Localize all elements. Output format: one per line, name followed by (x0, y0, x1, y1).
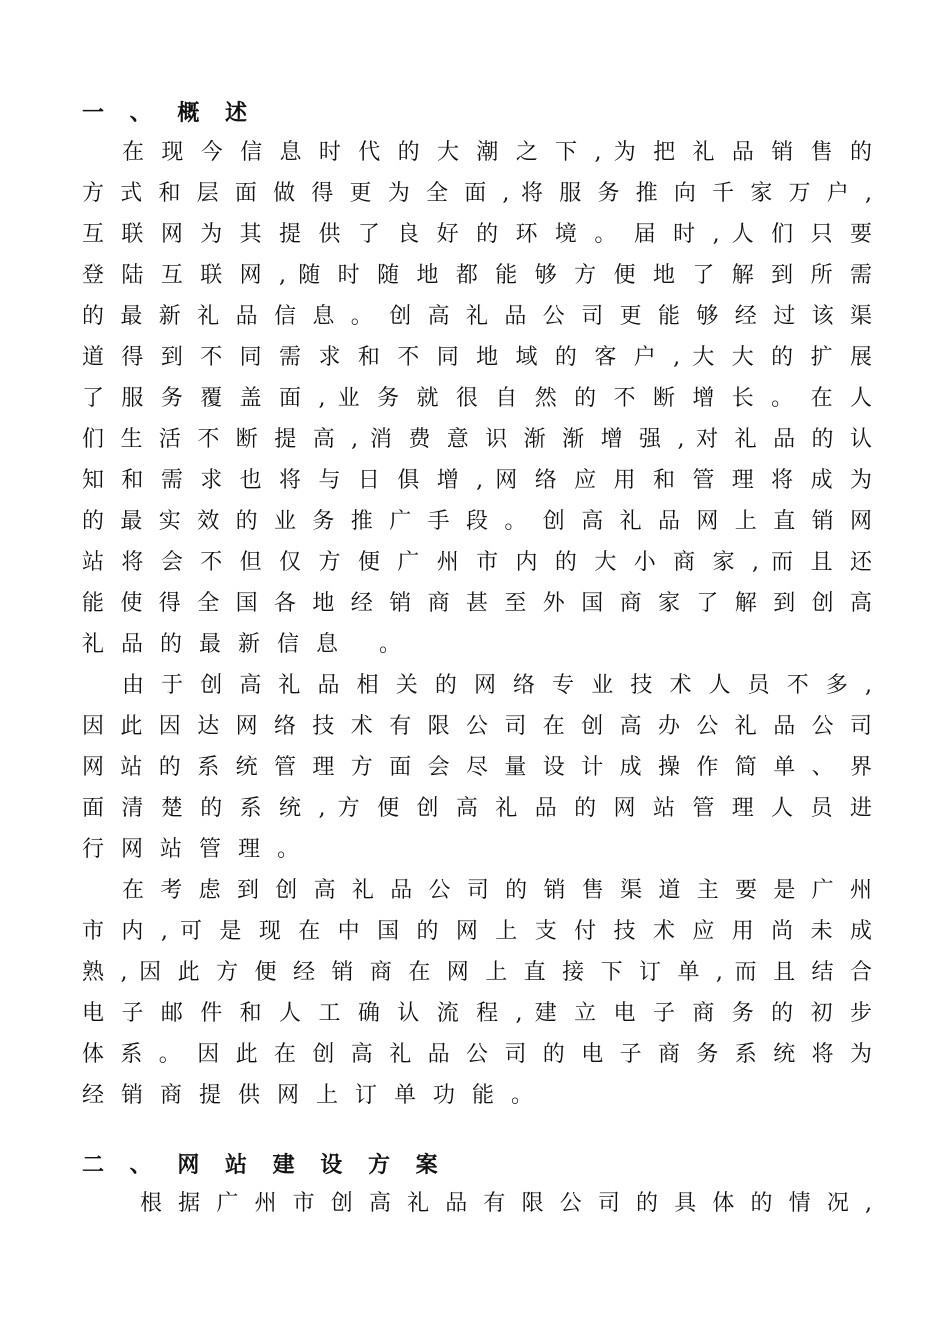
text-line: 体 系 。 因 此 在 创 高 礼 品 公 司 的 电 子 商 务 系 统 将 为 (82, 1042, 872, 1067)
text-line: 根 据 广 州 市 创 高 礼 品 有 限 公 司 的 具 体 的 情 况 , (140, 1191, 872, 1216)
section-heading-overview: 一 、 概 述 (82, 100, 256, 126)
text-line: 面 清 楚 的 系 统 , 方 便 创 高 礼 品 的 网 站 管 理 人 员 进 (82, 796, 872, 821)
text-line: 电 子 邮 件 和 人 工 确 认 流 程 , 建 立 电 子 商 务 的 初 步 (82, 1001, 872, 1026)
text-line: 因 此 因 达 网 络 技 术 有 限 公 司 在 创 高 办 公 礼 品 公 司 (82, 714, 872, 739)
text-line: 能 使 得 全 国 各 地 经 销 商 甚 至 外 国 商 家 了 解 到 创 高 (82, 591, 872, 616)
text-line: 由 于 创 高 礼 品 相 关 的 网 络 专 业 技 术 人 员 不 多 , (122, 673, 872, 698)
text-line: 礼品的最新信息 。 (82, 632, 418, 657)
section-heading-website-plan: 二 、 网 站 建 设 方 案 (82, 1152, 447, 1178)
text-line: 网 站 的 系 统 管 理 方 面 会 尽 量 设 计 成 操 作 简 单 、 界 (82, 755, 872, 780)
text-line: 的 最 实 效 的 业 务 推 广 手 段 。 创 高 礼 品 网 上 直 销 网 (82, 509, 872, 534)
text-line: 站 将 会 不 但 仅 方 便 广 州 市 内 的 大 小 商 家 , 而 且 还 (82, 550, 872, 575)
text-line: 在 现 今 信 息 时 代 的 大 潮 之 下 , 为 把 礼 品 销 售 的 (122, 140, 872, 165)
text-line: 行网站管理。 (82, 837, 317, 862)
text-line: 登 陆 互 联 网 , 随 时 随 地 都 能 够 方 便 地 了 解 到 所 需 (82, 263, 872, 288)
text-line: 熟 , 因 此 方 便 经 销 商 在 网 上 直 接 下 订 单 , 而 且 结 合 (82, 960, 872, 985)
text-line: 的 最 新 礼 品 信 息 。 创 高 礼 品 公 司 更 能 够 经 过 该 渠 (82, 304, 872, 329)
text-line: 方 式 和 层 面 做 得 更 为 全 面 , 将 服 务 推 向 千 家 万 户 , (82, 181, 872, 206)
text-line: 知 和 需 求 也 将 与 日 俱 增 , 网 络 应 用 和 管 理 将 成 为 (82, 468, 872, 493)
text-line: 互 联 网 为 其 提 供 了 良 好 的 环 境 。 届 时 , 人 们 只 要 (82, 222, 872, 247)
text-line: 在 考 虑 到 创 高 礼 品 公 司 的 销 售 渠 道 主 要 是 广 州 (122, 878, 872, 903)
text-line: 经销商提供网上订单功能。 (82, 1083, 551, 1108)
text-line: 了 服 务 覆 盖 面 , 业 务 就 很 自 然 的 不 断 增 长 。 在 人 (82, 386, 872, 411)
text-line: 道 得 到 不 同 需 求 和 不 同 地 域 的 客 户 , 大 大 的 扩 展 (82, 345, 872, 370)
text-line: 们 生 活 不 断 提 高 , 消 费 意 识 渐 渐 增 强 , 对 礼 品 的 认 (82, 427, 872, 452)
text-line: 市 内 , 可 是 现 在 中 国 的 网 上 支 付 技 术 应 用 尚 未 成 (82, 919, 872, 944)
